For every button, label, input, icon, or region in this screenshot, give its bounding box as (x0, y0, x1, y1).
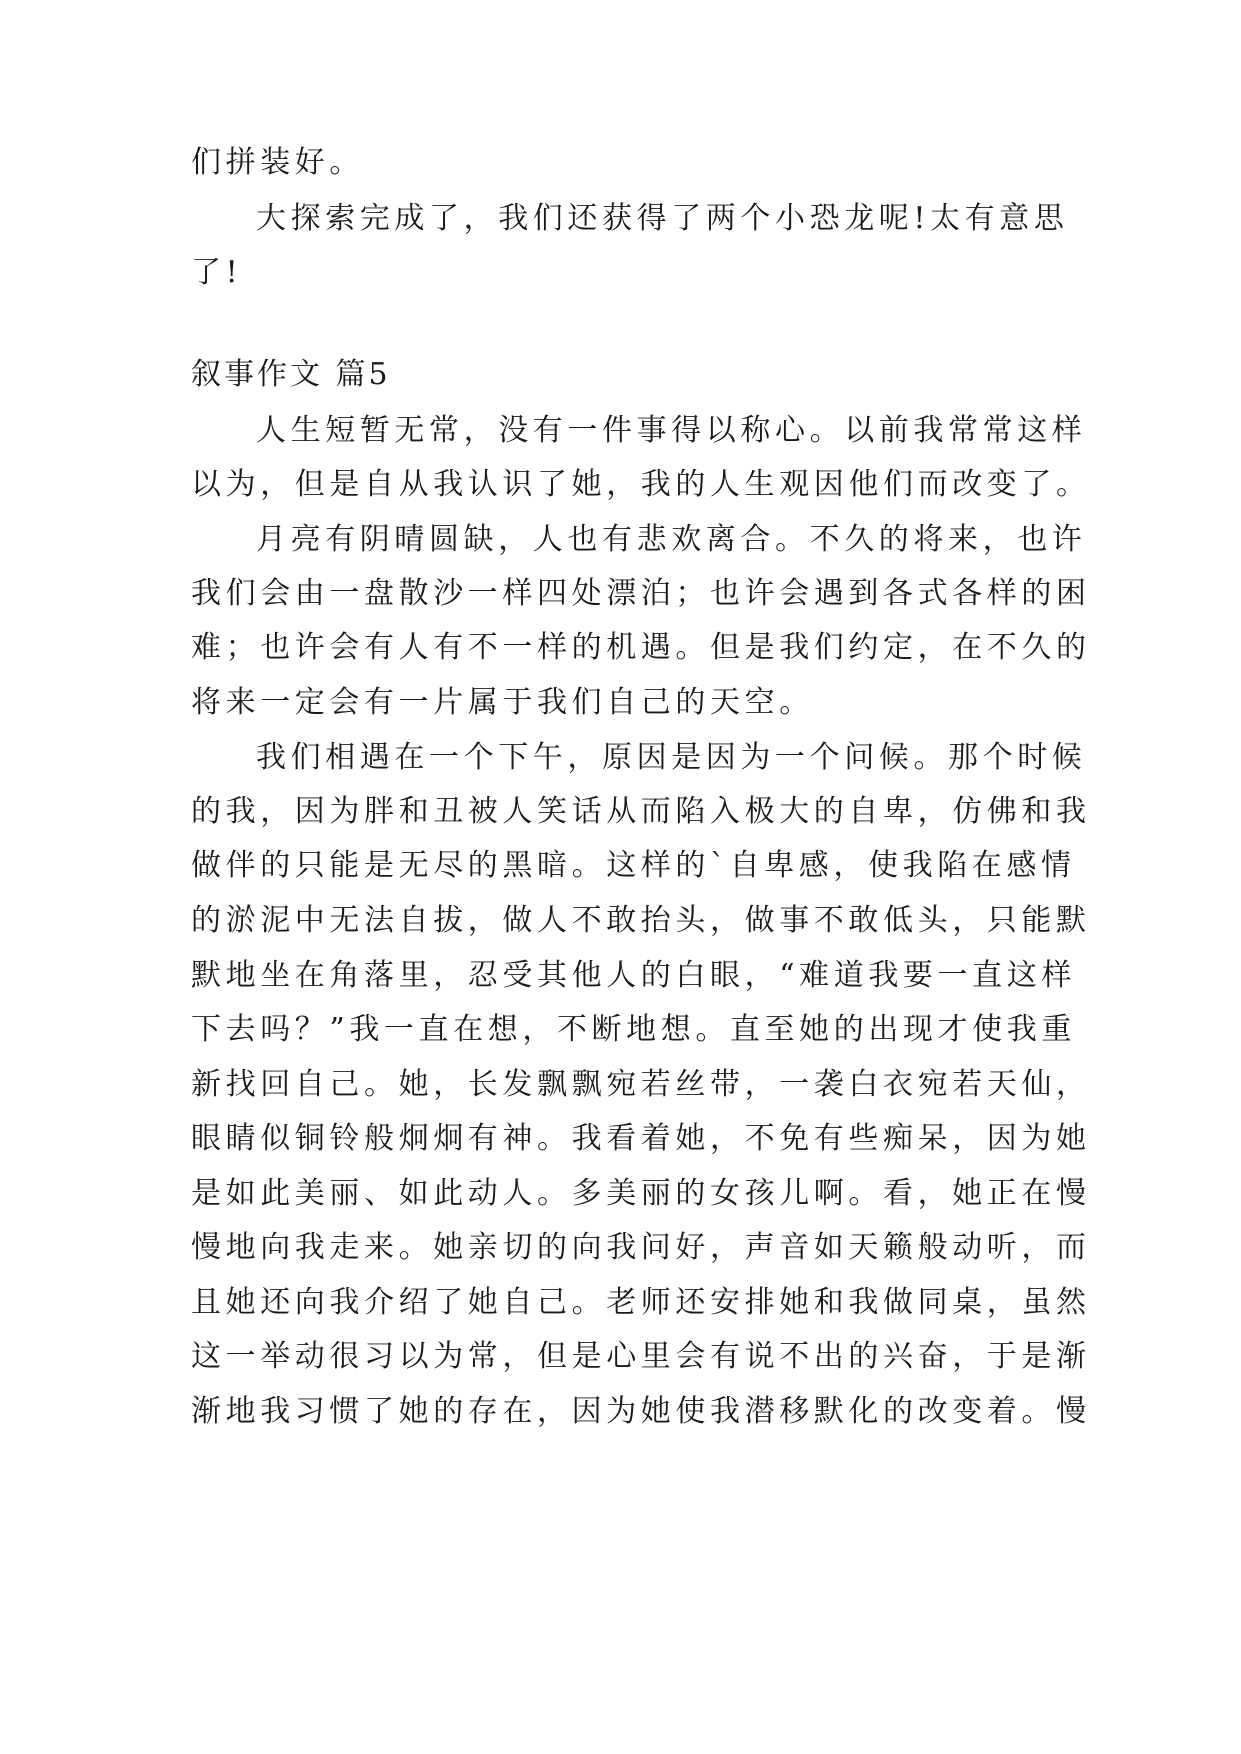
text-line: 人生短暂无常，没有一件事得以称心。以前我常常这样 (256, 413, 1087, 448)
text-line: 难；也许会有人有不一样的机遇。但是我们约定，在不久的 (191, 630, 1091, 665)
text-line: 的我，因为胖和丑被人笑话从而陷入极大的自卑，仿佛和我 (191, 794, 1091, 829)
text-line: 大探索完成了，我们还获得了两个小恐龙呢!太有意思 (256, 201, 1069, 236)
text-line: 下去吗？”我一直在想，不断地想。直至她的出现才使我重 (191, 1012, 1076, 1047)
text-line: 我们会由一盘散沙一样四处漂泊；也许会遇到各式各样的困 (191, 576, 1091, 611)
text-line: 慢地向我走来。她亲切的向我问好，声音如天籁般动听，而 (191, 1230, 1091, 1265)
text-line: 将来一定会有一片属于我们自己的天空。 (191, 685, 814, 720)
text-line: 渐地我习惯了她的存在，因为她使我潜移默化的改变着。慢 (191, 1394, 1091, 1429)
text-line: 的淤泥中无法自拔，做人不敢抬头，做事不敢低头，只能默 (191, 903, 1091, 938)
text-line: 且她还向我介绍了她自己。老师还安排她和我做同桌，虽然 (191, 1285, 1091, 1320)
text-line: 以为，但是自从我认识了她，我的人生观因他们而改变了。 (191, 467, 1091, 502)
text-line: 月亮有阴晴圆缺，人也有悲欢离合。不久的将来，也许 (256, 522, 1087, 557)
text-line: 默地坐在角落里，忍受其他人的白眼，“难道我要一直这样 (191, 958, 1076, 993)
text-line: 眼睛似铜铃般炯炯有神。我看着她，不免有些痴呆，因为她 (191, 1121, 1091, 1156)
text-line: 新找回自己。她，长发飘飘宛若丝带，一袭白衣宛若天仙， (191, 1067, 1091, 1102)
text-line: 做伴的只能是无尽的黑暗。这样的`自卑感，使我陷在感情 (191, 848, 1076, 883)
text-line: 是如此美丽、如此动人。多美丽的女孩儿啊。看，她正在慢 (191, 1176, 1091, 1211)
text-line: 这一举动很习以为常，但是心里会有说不出的兴奋，于是渐 (191, 1339, 1091, 1374)
text-line: 们拼装好。 (191, 145, 364, 180)
text-line: 了! (191, 255, 243, 290)
text-line: 我们相遇在一个下午，原因是因为一个问候。那个时候 (256, 740, 1087, 775)
section-title: 叙事作文 篇5 (191, 357, 391, 392)
